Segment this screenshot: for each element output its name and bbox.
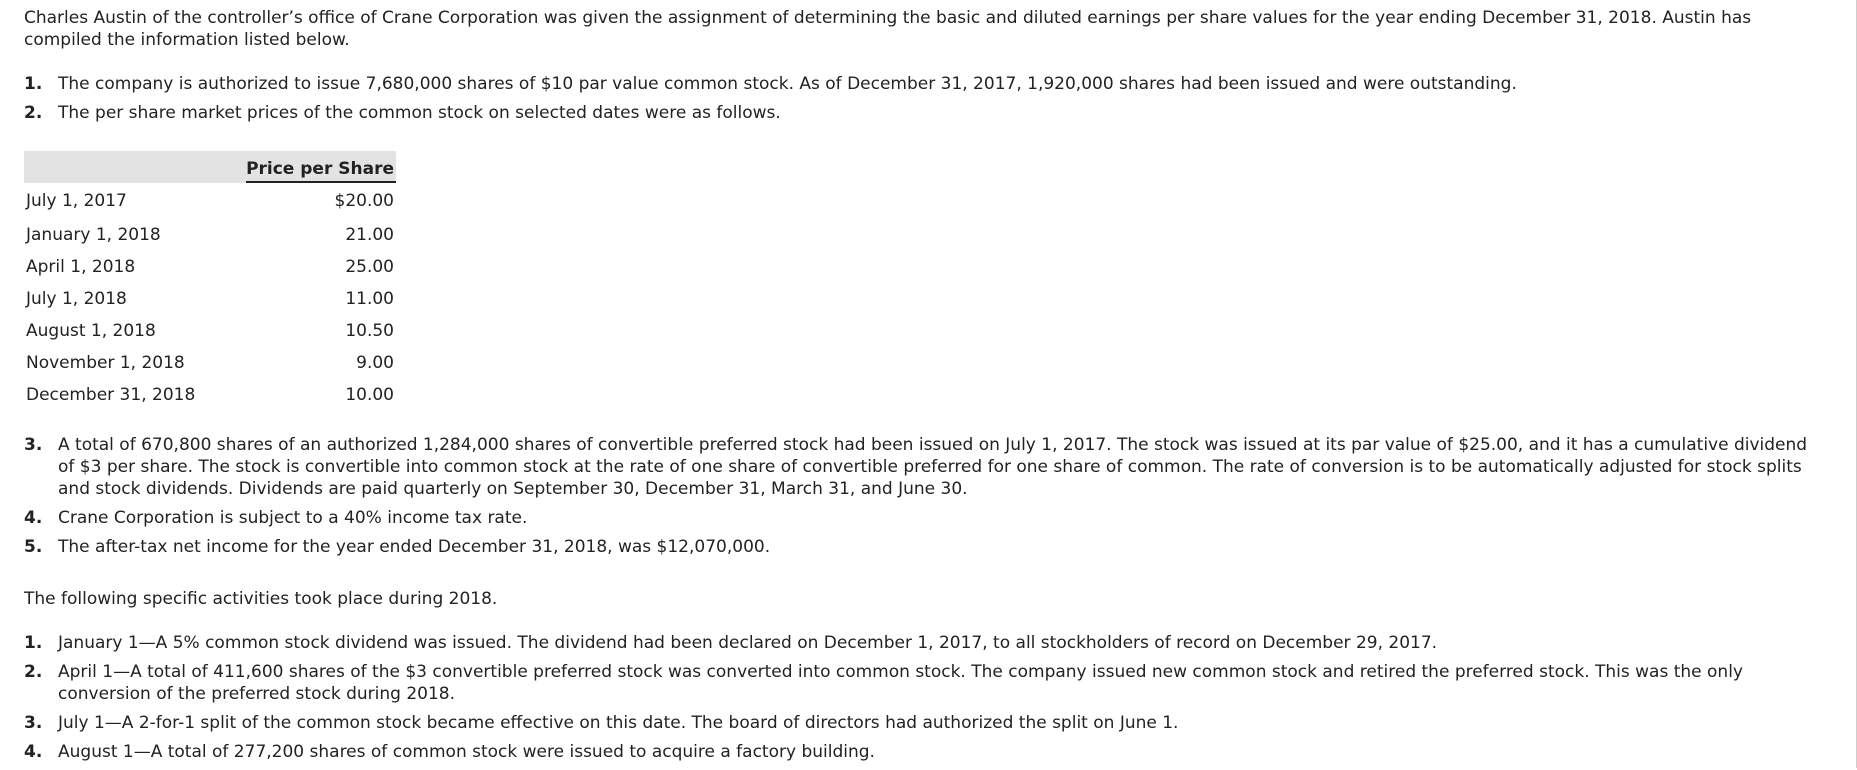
price-cell: $20.00 <box>334 191 394 211</box>
info-list-continued <box>24 434 1814 565</box>
date-cell: July 1, 2018 <box>26 289 127 309</box>
item-number: 2. <box>24 662 43 682</box>
table-row <box>24 379 396 411</box>
item-text: The company is authorized to issue 7,680,000 shares of $10 par value common stock. As of December 31, 2017, 1,920,000 shares had been issued and were outstanding. <box>58 74 1517 94</box>
list-item <box>24 632 1814 654</box>
item-number: 3. <box>24 435 43 455</box>
table-row <box>24 315 396 347</box>
info-list <box>24 73 1814 131</box>
price-column-header <box>223 151 396 183</box>
date-cell: November 1, 2018 <box>26 353 185 373</box>
price-cell: 9.00 <box>356 353 394 373</box>
activities-list <box>24 632 1814 770</box>
item-number: 2. <box>24 103 43 123</box>
list-item <box>24 741 1814 763</box>
price-cell: 10.50 <box>345 321 394 341</box>
item-number: 3. <box>24 713 43 733</box>
item-text: August 1—A total of 277,200 shares of common stock were issued to acquire a factory building. <box>58 742 875 762</box>
price-cell: 11.00 <box>345 289 394 309</box>
date-cell: July 1, 2017 <box>26 191 127 211</box>
table-header-row <box>24 151 396 183</box>
list-item <box>24 73 1814 95</box>
list-item <box>24 102 1814 124</box>
price-cell: 10.00 <box>345 385 394 405</box>
list-item <box>24 507 1814 529</box>
date-cell: April 1, 2018 <box>26 257 136 277</box>
list-item <box>24 661 1814 705</box>
item-number: 1. <box>24 633 43 653</box>
item-text: The after-tax net income for the year ended December 31, 2018, was $12,070,000. <box>58 537 771 557</box>
list-item <box>24 712 1814 734</box>
item-number: 4. <box>24 742 43 762</box>
table-row <box>24 251 396 283</box>
item-text: July 1—A 2-for-1 split of the common stock became effective on this date. The board of directors had authorized the split on June 1. <box>58 713 1179 733</box>
date-column-header <box>24 151 223 183</box>
price-cell: 25.00 <box>345 257 394 277</box>
date-cell: August 1, 2018 <box>26 321 156 341</box>
item-number: 1. <box>24 74 43 94</box>
activities-intro: The following specific activities took place during 2018. <box>24 589 498 609</box>
list-item <box>24 536 1814 558</box>
item-number: 5. <box>24 537 43 557</box>
date-cell: December 31, 2018 <box>26 385 196 405</box>
price-header-label: Price per Share <box>246 158 396 183</box>
date-cell: January 1, 2018 <box>26 225 161 245</box>
item-text: A total of 670,800 shares of an authorized 1,284,000 shares of convertible preferred stock had been issued on July 1, 2017. The stock was issued at its par value of $25.00, and it has a cumulative dividend of $3 per share. The stock is convertible into common stock at the rate of one share of convertible preferred for one share of common. The rate of conversion is to be automatically adjusted for stock splits and stock dividends. Dividends are paid quarterly on September 30, December 31, March 31, and June 30. <box>58 435 1808 499</box>
item-text: April 1—A total of 411,600 shares of the $3 convertible preferred stock was converted into common stock. The company issued new common stock and retired the preferred stock. This was the only conversion of the preferred stock during 2018. <box>58 662 1743 704</box>
table-row <box>24 283 396 315</box>
item-number: 4. <box>24 508 43 528</box>
table-row <box>24 183 396 219</box>
list-item <box>24 434 1814 500</box>
table-row <box>24 219 396 251</box>
price-per-share-table <box>24 151 396 411</box>
item-text: January 1—A 5% common stock dividend was issued. The dividend had been declared on December 1, 2017, to all stockholders of record on December 29, 2017. <box>58 633 1438 653</box>
price-cell: 21.00 <box>345 225 394 245</box>
table-row <box>24 347 396 379</box>
item-text: Crane Corporation is subject to a 40% income tax rate. <box>58 508 528 528</box>
item-text: The per share market prices of the common stock on selected dates were as follows. <box>58 103 781 123</box>
intro-paragraph: Charles Austin of the controller’s office of Crane Corporation was given the assignment of determining the basic and diluted earnings per share values for the year ending December 31, 2018. Austin has compiled the information listed below. <box>24 8 1752 50</box>
